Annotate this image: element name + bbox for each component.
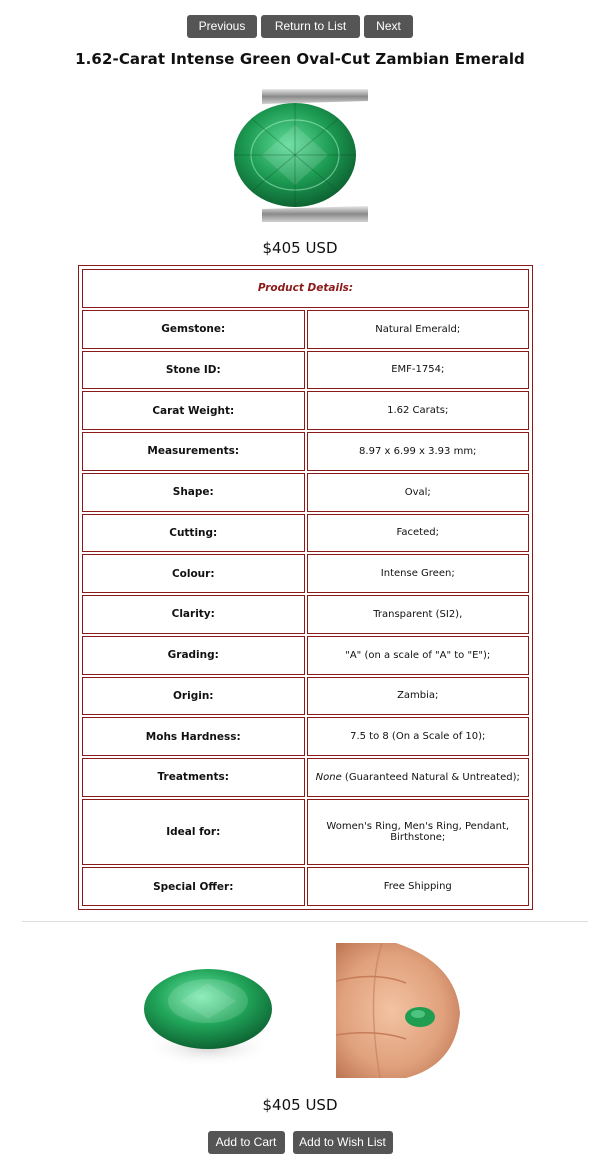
table-row — [82, 717, 529, 756]
table-row — [82, 473, 529, 512]
table-row — [82, 310, 529, 349]
previous-button[interactable]: Previous — [187, 15, 257, 38]
detail-value: Transparent (SI2), — [307, 595, 530, 634]
detail-label: Clarity: — [82, 595, 305, 634]
detail-value: Natural Emerald; — [307, 310, 530, 349]
detail-value: Faceted; — [307, 514, 530, 553]
detail-value: Oval; — [307, 473, 530, 512]
table-row — [82, 867, 529, 906]
product-price-bottom: $405 USD — [262, 1096, 338, 1114]
detail-value: Intense Green; — [307, 554, 530, 593]
table-row — [82, 595, 529, 634]
treatment-note-text: (Guaranteed Natural & Untreated); — [341, 771, 520, 783]
detail-value: Women's Ring, Men's Ring, Pendant, Birthstone; — [307, 799, 530, 865]
detail-label: Ideal for: — [82, 799, 305, 865]
table-row — [82, 391, 529, 430]
return-to-list-button[interactable]: Return to List — [261, 15, 360, 38]
product-details-table — [78, 265, 533, 910]
detail-value: Zambia; — [307, 677, 530, 716]
table-row — [82, 799, 529, 865]
detail-label: Cutting: — [82, 514, 305, 553]
product-thumbnail-side-view[interactable] — [140, 943, 275, 1078]
detail-value: Free Shipping — [307, 867, 530, 906]
treatment-none-text: None — [315, 771, 342, 783]
table-row — [82, 432, 529, 471]
navigation-bar — [0, 15, 600, 38]
add-to-cart-button[interactable]: Add to Cart — [208, 1131, 285, 1154]
detail-value: 7.5 to 8 (On a Scale of 10); — [307, 717, 530, 756]
detail-label: Mohs Hardness: — [82, 717, 305, 756]
detail-value: "A" (on a scale of "A" to "E"); — [307, 636, 530, 675]
next-button[interactable]: Next — [364, 15, 413, 38]
product-title: 1.62-Carat Intense Green Oval-Cut Zambian Emerald — [75, 50, 525, 68]
table-row — [82, 351, 529, 390]
detail-label: Shape: — [82, 473, 305, 512]
detail-label: Carat Weight: — [82, 391, 305, 430]
table-row — [82, 758, 529, 797]
product-price: $405 USD — [262, 239, 338, 257]
table-row — [82, 677, 529, 716]
table-row — [82, 554, 529, 593]
add-to-wish-list-button[interactable]: Add to Wish List — [293, 1131, 393, 1154]
product-thumbnail-in-hand[interactable] — [336, 943, 467, 1078]
purchase-actions — [0, 1131, 600, 1154]
divider — [22, 921, 588, 922]
detail-label: Grading: — [82, 636, 305, 675]
table-row — [82, 636, 529, 675]
product-details-heading: Product Details: — [82, 269, 529, 308]
detail-value: EMF-1754; — [307, 351, 530, 390]
detail-label: Treatments: — [82, 758, 305, 797]
detail-value: 8.97 x 6.99 x 3.93 mm; — [307, 432, 530, 471]
detail-label: Special Offer: — [82, 867, 305, 906]
detail-label: Measurements: — [82, 432, 305, 471]
detail-label: Stone ID: — [82, 351, 305, 390]
detail-value — [307, 758, 530, 797]
detail-label: Colour: — [82, 554, 305, 593]
table-row — [82, 514, 529, 553]
product-main-image[interactable] — [232, 89, 368, 222]
detail-label: Gemstone: — [82, 310, 305, 349]
detail-label: Origin: — [82, 677, 305, 716]
detail-value: 1.62 Carats; — [307, 391, 530, 430]
